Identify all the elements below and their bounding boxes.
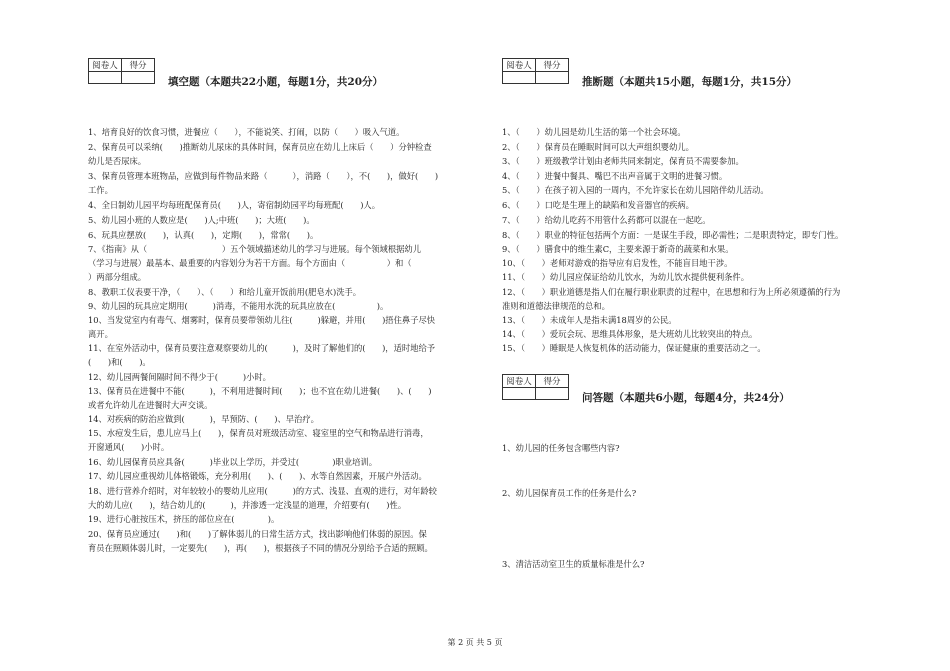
question: 13、保育员在进餐中不能( )，不利用进餐时间( )；也不宜在幼儿进餐( )、( ) 或者允许幼儿在进餐时大声交谈。 <box>88 386 432 410</box>
question: 6、玩具应摆放( )，认真( )，定期( )，常常( )。 <box>88 230 319 240</box>
question: 3、保育员管理本班物品，应做到每件物品来路（ ），消路（ ），不( )，做好( ) 工作。 <box>88 171 439 195</box>
score-cell <box>536 388 569 400</box>
question: 12、（ ）职业道德是指人们在履行职业职责的过程中，在思想和行为上所必须遵循的行为 准则和道德法律规范的总和。 <box>502 287 841 311</box>
question: 10、当发觉室内有毒气、烟雾时，保育员要带领幼儿往( )躲避，并用( )捂住鼻子尽快 离开。 <box>88 315 436 339</box>
score-label: 得分 <box>122 59 155 72</box>
question: 5、幼儿园小班的人数应是( )人;中班( )；大班( )。 <box>88 215 315 225</box>
question: 1、培育良好的饮食习惯，进餐应（ ），不能说笑、打闹，以防（ ）吸入气道。 <box>88 127 405 137</box>
score-label: 得分 <box>536 59 569 72</box>
question: 10、（ ）老师对游戏的指导应有启发性，不能盲目地干涉。 <box>502 258 733 268</box>
question: 7、《指南》从（ ）五个领域描述幼儿的学习与进展。每个领域根据幼儿 （学习与进展）最基本、最重要的内容划分为若干方面。每个方面由（ ）和（ ）两部分组成。 <box>88 244 422 282</box>
question: 12、幼儿园两餐间隔时间不得少于( )小时。 <box>88 372 271 382</box>
page-number: 第 2 页 共 5 页 <box>447 638 503 647</box>
question: 9、（ ）膳食中的维生素C，主要来源于新奇的蔬菜和水果。 <box>502 244 734 254</box>
question: 3、清洁活动室卫生的质量标准是什么? <box>502 559 645 569</box>
score-cell <box>122 72 155 84</box>
reviewer-label: 阅卷人 <box>503 375 536 388</box>
question: 1、（ ）幼儿园是幼儿生活的第一个社会环境。 <box>502 127 686 137</box>
question: 19、进行心脏按压术，挤压的部位应在( )。 <box>88 514 280 524</box>
question: 13、（ ）未成年人是指未满18周岁的公民。 <box>502 315 677 325</box>
question: 15、水痘发生后，患儿应马上( )，保育员对班级活动室、寝室里的空气和物品进行消毒， 开窗通风( )小时。 <box>88 428 429 452</box>
score-label: 得分 <box>536 375 569 388</box>
question: 8、（ ）职业的特征包括两个方面：一是谋生手段，即必需性；二是职责特定，即专门性。 <box>502 230 844 240</box>
reviewer-label: 阅卷人 <box>503 59 536 72</box>
score-box <box>502 374 569 400</box>
section-title: 填空题（本题共22小题，每题1分，共20分） <box>168 76 384 88</box>
question: 20、保育员应通过( )和( )了解体弱儿的日常生活方式，找出影响他们体弱的原因。保 育员在照顾体弱儿时，一定要先( )，再( )，根据孩子不同的情况分别给予合适的照顾。 <box>88 529 433 553</box>
reviewer-cell <box>89 72 122 84</box>
reviewer-label: 阅卷人 <box>89 59 122 72</box>
question: 8、教职工仪表要干净，（ ）、（ ）和给儿童开饭前用(肥皂水)洗手。 <box>88 287 362 297</box>
question: 4、（ ）进餐中餐具、嘴巴不出声音属于文明的进餐习惯。 <box>502 171 728 181</box>
question: 16、幼儿园保育员应具备( )毕业以上学历，并受过( )职业培训。 <box>88 457 378 467</box>
question: 18、进行营养介绍时，对年较较小的婴幼儿应用( )的方式、浅显、直观的进行，对年龄较 大的幼儿应( )，结合幼儿的( )，并渗透一定浅显的道理，介绍要有( )性。 <box>88 486 437 510</box>
question: 15、（ ）睡眠是人恢复机体的活动能力，保证健康的重要活动之一。 <box>502 343 766 353</box>
question: 2、幼儿园保育员工作的任务是什么? <box>502 488 637 498</box>
question: 9、幼儿园的玩具应定期用( )消毒，不能用水洗的玩具应放在( )。 <box>88 301 389 311</box>
question: 17、幼儿园应重视幼儿体格锻炼，充分利用( )、( )、水等自然因素，开展户外活动。 <box>88 471 427 481</box>
question: 7、（ ）给幼儿吃药不用管什么药都可以混在一起吃。 <box>502 215 711 225</box>
reviewer-cell <box>503 388 536 400</box>
score-cell <box>536 72 569 84</box>
question: 4、全日制幼儿园平均每班配保育员( )人，寄宿制幼园平均每班配( )人。 <box>88 200 381 210</box>
section-title: 推断题（本题共15小题，每题1分，共15分） <box>582 76 798 88</box>
question: 2、（ ）保育员在睡眠时间可以大声组织婴幼儿。 <box>502 142 694 152</box>
question: 11、在室外活动中，保育员要注意观察要幼儿的( )，及时了解他们的( )，适时地给予 ( )和( )。 <box>88 343 436 367</box>
question: 14、对疾病的防治应做到( )，早预防、( )、早治疗。 <box>88 414 319 424</box>
question: 3、（ ）班级教学计划由老师共同来制定，保育员不需要参加。 <box>502 156 744 166</box>
question: 2、保育员可以采纳( )推断幼儿尿床的具体时间，保育员应在幼儿上床后（ ）分钟检查 幼儿是否尿床。 <box>88 142 432 166</box>
question: 5、（ ）在孩子初入园的一周内，不允许家长在幼儿园陪伴幼儿活动。 <box>502 185 769 195</box>
question: 6、（ ）口吃是生理上的缺陷和发音器官的疾病。 <box>502 200 694 210</box>
reviewer-cell <box>503 72 536 84</box>
question: 14、（ ）爱玩会玩、思维具体形象，是大班幼儿比较突出的特点。 <box>502 329 758 339</box>
score-box <box>88 58 155 84</box>
question: 1、幼儿园的任务包含哪些内容? <box>502 443 620 453</box>
score-box <box>502 58 569 84</box>
section-title: 问答题（本题共6小题，每题4分，共24分） <box>582 392 790 404</box>
question: 11、（ ）幼儿园应保证给幼儿饮水，为幼儿饮水提供便利条件。 <box>502 272 750 282</box>
